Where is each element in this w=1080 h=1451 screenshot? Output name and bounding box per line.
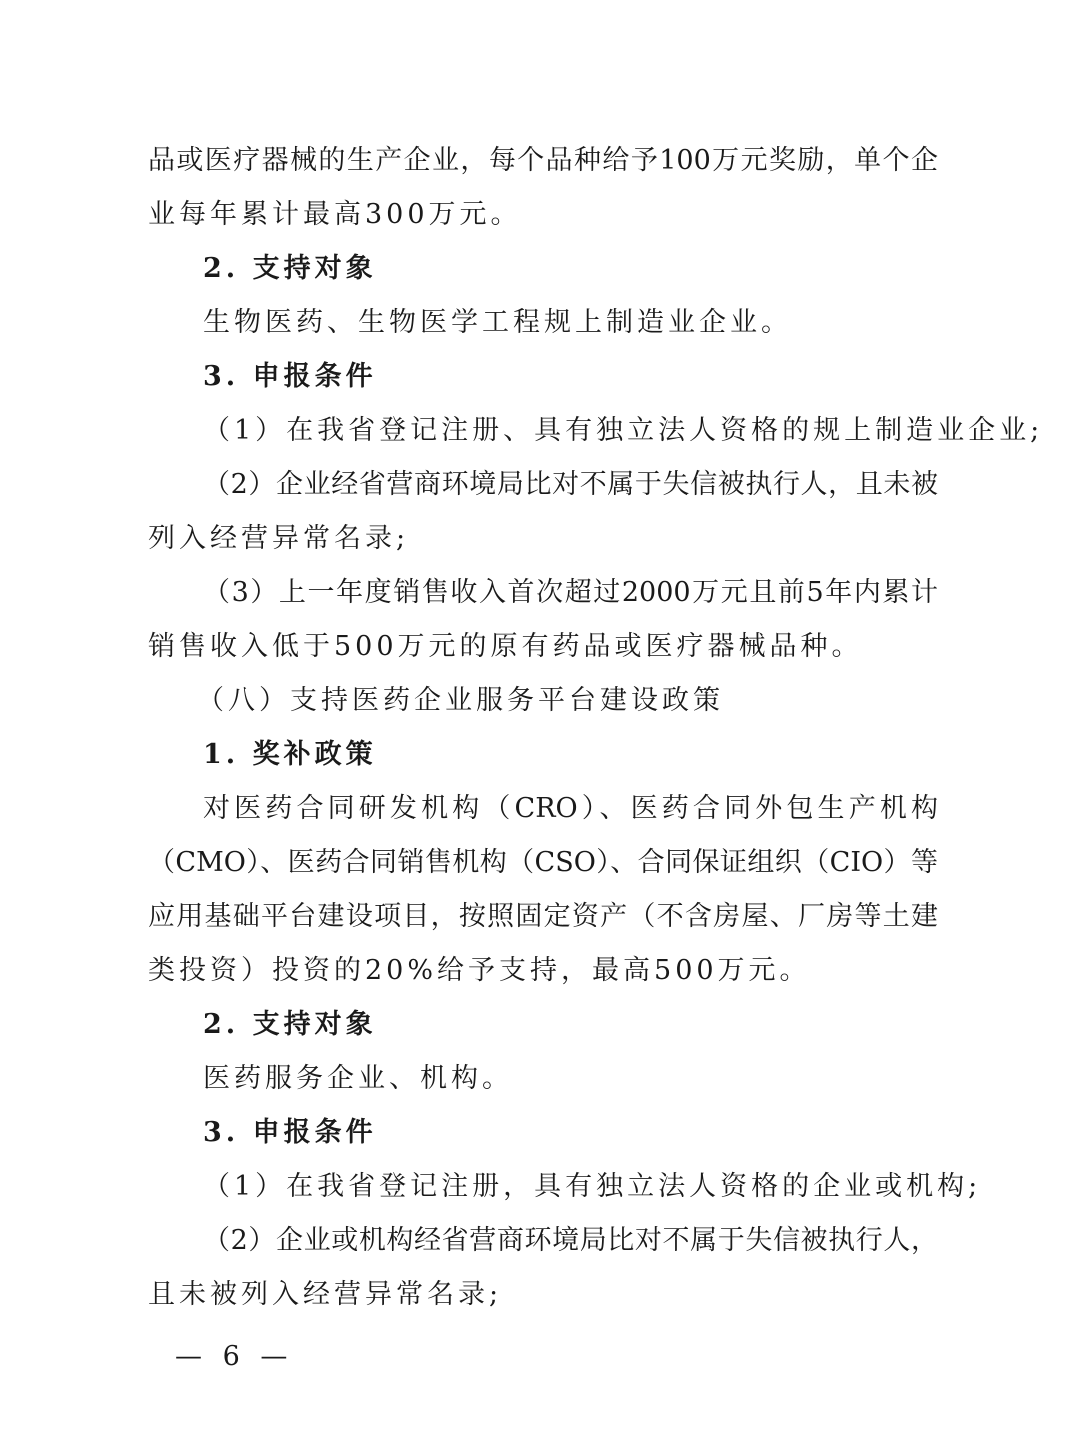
- condition-item: （1）在我省登记注册、具有独立法人资格的规上制造业企业;: [203, 415, 1044, 446]
- paragraph-line: 医药服务企业、机构。: [203, 1063, 513, 1094]
- subheading-application-conditions: 3. 申报条件: [203, 361, 377, 392]
- section-heading: （八）支持医药企业服务平台建设政策: [197, 685, 724, 716]
- condition-item: （1）在我省登记注册，具有独立法人资格的企业或机构;: [203, 1171, 982, 1202]
- subheading-subsidy-policy: 1. 奖补政策: [203, 739, 377, 770]
- condition-item: （3）上一年度销售收入首次超过2000万元且前5年内累计: [203, 577, 938, 608]
- subheading-application-conditions: 3. 申报条件: [203, 1117, 377, 1148]
- paragraph-line: 生物医药、生物医学工程规上制造业企业。: [203, 307, 792, 338]
- paragraph-line: 品或医疗器械的生产企业，每个品种给予100万元奖励，单个企: [148, 145, 938, 176]
- page-number: — 6 —: [175, 1341, 294, 1372]
- paragraph-line: 销售收入低于500万元的原有药品或医疗器械品种。: [148, 631, 863, 662]
- subheading-support-target: 2. 支持对象: [203, 253, 377, 284]
- subheading-support-target: 2. 支持对象: [203, 1009, 377, 1040]
- paragraph-line: 且未被列入经营异常名录;: [148, 1279, 503, 1310]
- paragraph-line: 类投资）投资的20%给予支持，最高500万元。: [148, 955, 811, 986]
- condition-item: （2）企业经省营商环境局比对不属于失信被执行人，且未被: [203, 469, 938, 500]
- paragraph-line: 业每年累计最高300万元。: [148, 199, 522, 230]
- paragraph-line: 对医药合同研发机构（CRO）、医药合同外包生产机构: [203, 793, 938, 824]
- paragraph-line: （CMO）、医药合同销售机构（CSO）、合同保证组织（CIO）等: [148, 847, 938, 878]
- condition-item: （2）企业或机构经省营商环境局比对不属于失信被执行人，: [203, 1225, 938, 1256]
- paragraph-line: 列入经营异常名录;: [148, 523, 410, 554]
- paragraph-line: 应用基础平台建设项目，按照固定资产（不含房屋、厂房等土建: [148, 901, 938, 932]
